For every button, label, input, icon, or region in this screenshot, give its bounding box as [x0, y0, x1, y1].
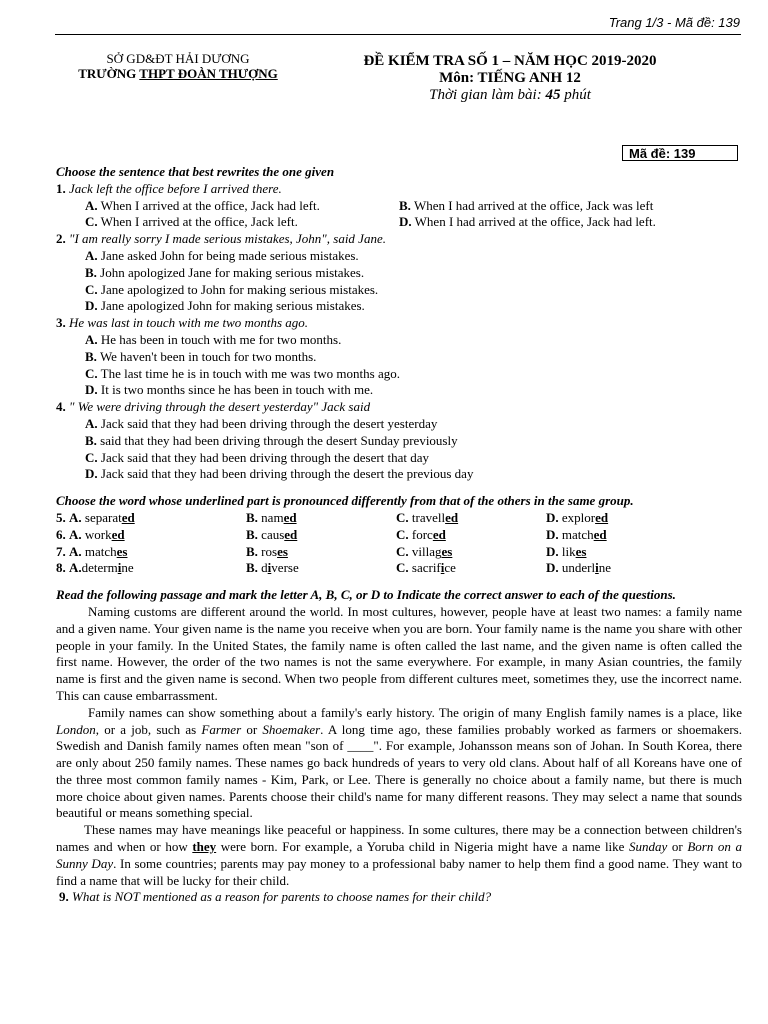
option[interactable]: B. We haven't been in touch for two months. [85, 348, 317, 364]
option[interactable]: 7. A. matches [56, 543, 128, 559]
school-block [58, 51, 298, 81]
option[interactable]: D. When I had arrived at the office, Jack had left. [399, 214, 656, 230]
option[interactable]: 8. A.determine [56, 560, 134, 576]
option[interactable]: D. matched [546, 526, 607, 542]
option[interactable]: A. When I arrived at the office, Jack had left. [85, 197, 320, 213]
q1-options-row-1 [56, 198, 742, 215]
exam-content [56, 164, 742, 906]
q1-options-row-2 [56, 214, 742, 231]
option[interactable]: 5. A. separated [56, 509, 135, 525]
question-1: 1. Jack left the office before I arrived there. [56, 180, 282, 196]
section-gap [56, 483, 742, 493]
option[interactable]: C. forced [396, 526, 446, 542]
section3-instruction: Read the following passage and mark the letter A, B, C, or D to Indicate the correct answer to each of the questions. [56, 587, 676, 603]
question-9: 9. What is NOT mentioned as a reason for parents to choose names for their child? [59, 889, 492, 905]
option[interactable]: B. named [246, 509, 297, 525]
exam-title: ĐỀ KIỂM TRA SỐ 1 – NĂM HỌC 2019-2020 [363, 53, 657, 69]
option[interactable]: C. The last time he is in touch with me was two months ago. [85, 365, 400, 381]
option[interactable]: D. Jane apologized John for making serious mistakes. [85, 298, 365, 314]
question-2: 2. "I am really sorry I made serious mistakes, John", said Jane. [56, 231, 386, 247]
option[interactable]: A. He has been in touch with me for two months. [85, 331, 342, 347]
option[interactable]: 6. A. worked [56, 526, 125, 542]
section1-instruction: Choose the sentence that best rewrites the one given [56, 164, 335, 179]
question-6 [56, 527, 742, 544]
option[interactable]: B. John apologized Jane for making serious mistakes. [85, 264, 365, 280]
department-name: SỞ GD&ĐT HẢI DƯƠNG [106, 51, 250, 66]
question-3: 3. He was last in touch with me two months ago. [56, 315, 309, 331]
option[interactable]: A. Jack said that they had been driving through the desert yesterday [85, 415, 438, 431]
exam-subject: Môn: TIẾNG ANH 12 [439, 70, 581, 86]
option[interactable]: A. Jane asked John for being made serious mistakes. [85, 247, 359, 263]
passage-paragraph-2: Family names can show something about a family's early history. The origin of many English family names is a place, like London, or a job, such as Farmer or Shoemaker. A long time ago, these families probably worked as farmers or shoemakers. Swedish and Danish family names often mean "son of ____". For example, Johansson means son of Johan. In South Korea, there are only about 250 family names. These names go back hundreds of years to very old clans. About half of all Koreans have one of the three most common family names - Kim, Park, or Lee. There is generally no choice about a family name, but there is much more choice about given names. Parents choose their child's name for many different reasons. They may select a name that sounds beautiful or means something special. [56, 704, 742, 821]
section-gap [56, 577, 742, 587]
exam-title-block [325, 53, 695, 104]
passage-paragraph-1: Naming customs are different around the world. In most cultures, however, people have at least two names: a family name and a given name. Your given name is the name you receive when you are born. Your family name is the name you share with other people in your family. In the United States, the family name is often called the last name, and the given name is often called the first name. However, the order of the two names is not the same everywhere. For example, in many Asian countries, the family name is first and the given name is second. When two people from different cultures meet, sometimes they, use the incorrect name. This can cause embarrassment. [56, 603, 742, 703]
question-4: 4. " We were driving through the desert yesterday" Jack said [56, 399, 371, 415]
passage-paragraph-3: These names may have meanings like peaceful or happiness. In some cultures, there may be a connection between children's names and when or how they were born. For example, a Yoruba child in Nigeria might have a name like Sunday or Born on a Sunny Day. In some countries; parents may pay money to a professional baby namer to help them find a good name. They want to find a name that will be lucky for their child. [56, 822, 743, 888]
option[interactable]: D. likes [546, 543, 587, 559]
option[interactable]: C. travelled [396, 509, 459, 525]
option[interactable]: C. Jane apologized to John for making serious mistakes. [85, 281, 379, 297]
option[interactable]: D. Jack said that they had been driving through the desert the previous day [85, 466, 474, 482]
option[interactable]: C. sacrifice [396, 560, 456, 576]
option[interactable]: C. Jack said that they had been driving through the desert that day [85, 449, 430, 465]
option[interactable]: B. roses [246, 543, 288, 559]
school-name: TRƯỜNG THPT ĐOÀN THƯỢNG [78, 66, 278, 81]
exam-time: Thời gian làm bài: 45 phút [429, 87, 591, 103]
option[interactable]: C. villages [396, 543, 453, 559]
option[interactable]: B. caused [246, 526, 298, 542]
question-7 [56, 544, 742, 561]
option[interactable]: C. When I arrived at the office, Jack left. [85, 214, 298, 230]
section2-instruction: Choose the word whose underlined part is pronounced differently from that of the others in the same group. [56, 493, 634, 509]
question-8 [56, 560, 742, 577]
option[interactable]: D. underline [546, 560, 612, 576]
option[interactable]: B. When I had arrived at the office, Jack was left [399, 197, 654, 213]
header-divider [55, 34, 741, 35]
option[interactable]: B. diverse [246, 560, 299, 576]
option[interactable]: D. explored [546, 509, 609, 525]
option[interactable]: B. said that they had been driving through the desert Sunday previously [85, 432, 458, 448]
option[interactable]: D. It is two months since he has been in touch with me. [85, 382, 374, 398]
page-header: Trang 1/3 - Mã đề: 139 [608, 15, 740, 30]
exam-code-box: Mã đề: 139 [622, 145, 738, 161]
question-5 [56, 510, 742, 527]
